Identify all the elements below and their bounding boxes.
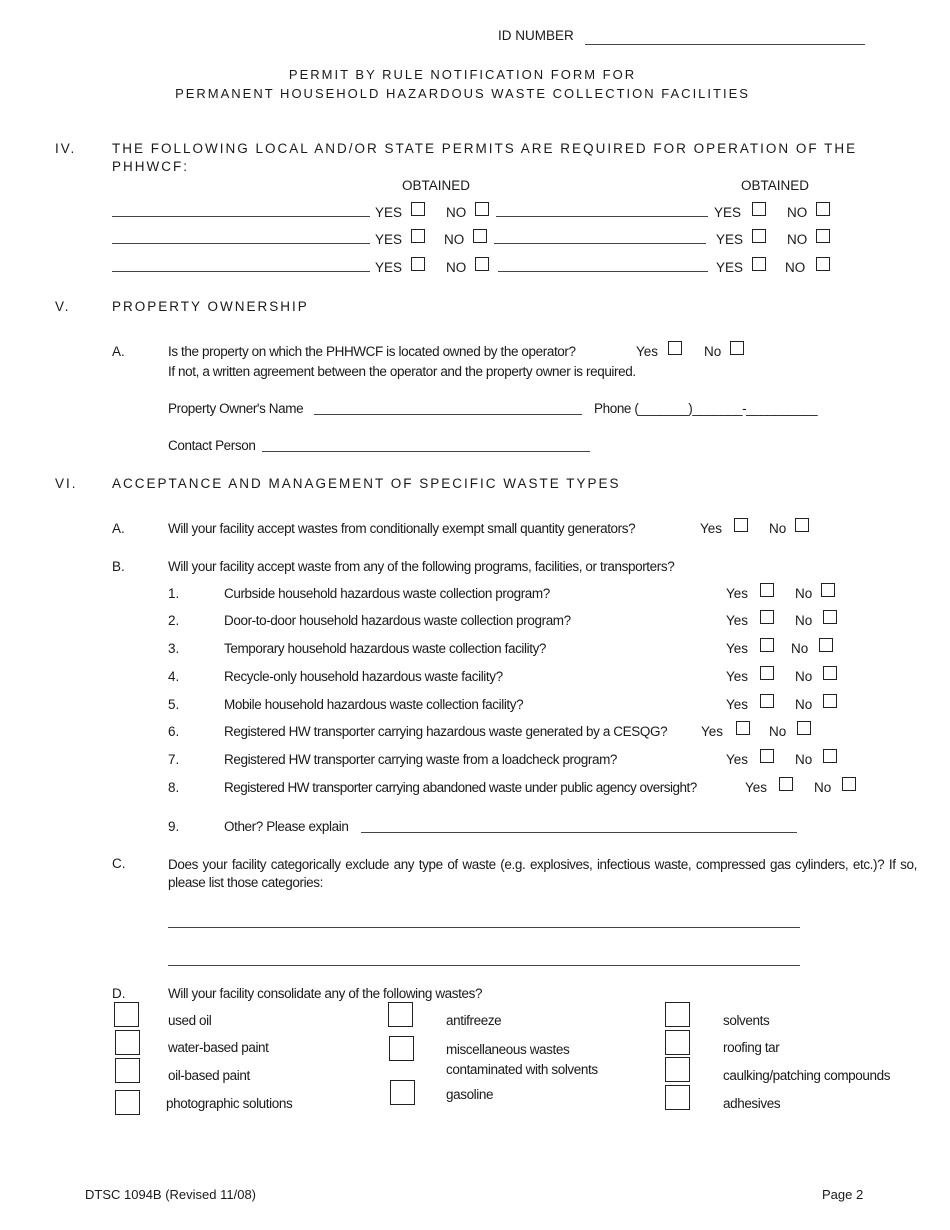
waste-checkbox[interactable] xyxy=(665,1030,690,1055)
item-text: Registered HW transporter carrying hazardous waste generated by a CESQG? xyxy=(224,724,668,739)
item-text: Registered HW transporter carrying waste from a loadcheck program? xyxy=(224,752,618,767)
section-iv-title-line2: PHHWCF: xyxy=(112,159,189,174)
no-label: NO xyxy=(787,232,808,247)
question-letter: C. xyxy=(112,856,126,871)
waste-label: used oil xyxy=(168,1013,212,1028)
page-number: Page 2 xyxy=(822,1187,864,1202)
permit-field[interactable] xyxy=(112,259,370,272)
waste-label: oil-based paint xyxy=(168,1068,250,1083)
contact-person-label: Contact Person xyxy=(168,438,256,453)
item-number: 3. xyxy=(168,641,180,656)
waste-checkbox[interactable] xyxy=(390,1080,415,1105)
waste-checkbox[interactable] xyxy=(115,1090,140,1115)
section-v-title: PROPERTY OWNERSHIP xyxy=(112,299,309,314)
item-text: Temporary household hazardous waste collection facility? xyxy=(224,641,547,656)
exclusion-question: Does your facility categorically exclude any type of waste (e.g. explosives, infectious waste, compressed gas cylinders, etc.)? If so, please list those categories: xyxy=(168,857,917,890)
question-letter: A. xyxy=(112,344,125,359)
permit-no-checkbox[interactable] xyxy=(473,229,487,243)
permit-field[interactable] xyxy=(498,259,708,272)
form-title-line1: PERMIT BY RULE NOTIFICATION FORM FOR xyxy=(288,67,637,82)
yes-label: Yes xyxy=(745,780,768,795)
no-label: No xyxy=(769,724,787,739)
permit-field[interactable] xyxy=(112,204,370,217)
ownership-note: If not, a written agreement between the operator and the property owner is required. xyxy=(168,364,636,379)
section-vi-number: VI. xyxy=(55,476,78,491)
cesqg-yes-checkbox[interactable] xyxy=(734,518,748,532)
waste-checkbox[interactable] xyxy=(665,1057,690,1082)
item-no-checkbox[interactable] xyxy=(797,721,811,735)
no-label: No xyxy=(795,586,813,601)
section-iv-number: IV. xyxy=(55,141,77,156)
item-number: 1. xyxy=(168,586,180,601)
id-number-field[interactable] xyxy=(585,32,865,45)
item-no-checkbox[interactable] xyxy=(823,694,837,708)
waste-checkbox[interactable] xyxy=(115,1058,140,1083)
ownership-yes-checkbox[interactable] xyxy=(668,341,682,355)
waste-label: water-based paint xyxy=(168,1040,269,1055)
no-label: NO xyxy=(444,232,465,247)
permit-no-checkbox[interactable] xyxy=(475,257,489,271)
no-label: No xyxy=(795,752,813,767)
contact-person-field[interactable] xyxy=(262,438,590,452)
yes-label: Yes xyxy=(726,613,749,628)
permit-yes-checkbox[interactable] xyxy=(411,257,425,271)
item-yes-checkbox[interactable] xyxy=(760,610,774,624)
item-yes-checkbox[interactable] xyxy=(760,638,774,652)
yes-label: Yes xyxy=(726,752,749,767)
form-id: DTSC 1094B (Revised 11/08) xyxy=(85,1187,257,1202)
permit-field[interactable] xyxy=(112,231,370,244)
item-yes-checkbox[interactable] xyxy=(760,666,774,680)
waste-checkbox[interactable] xyxy=(665,1002,690,1027)
question-letter: B. xyxy=(112,559,125,574)
item-no-checkbox[interactable] xyxy=(821,583,835,597)
item-text: Mobile household hazardous waste collection facility? xyxy=(224,697,524,712)
item-yes-checkbox[interactable] xyxy=(760,583,774,597)
no-label: NO xyxy=(446,260,467,275)
section-iv-title-line1: THE FOLLOWING LOCAL AND/OR STATE PERMITS ARE REQUIRED FOR OPERATION OF THE xyxy=(112,141,858,156)
yes-label: YES xyxy=(714,205,742,220)
yes-label: YES xyxy=(716,232,744,247)
no-label: No xyxy=(795,669,813,684)
question-letter: A. xyxy=(112,521,125,536)
item-text: Recycle-only household hazardous waste facility? xyxy=(224,669,503,684)
item-no-checkbox[interactable] xyxy=(823,749,837,763)
waste-label: adhesives xyxy=(723,1096,781,1111)
yes-label: YES xyxy=(375,232,403,247)
no-label: No xyxy=(795,697,813,712)
item-number: 4. xyxy=(168,669,180,684)
question-letter: D. xyxy=(112,986,126,1001)
no-label: NO xyxy=(787,205,808,220)
permit-yes-checkbox[interactable] xyxy=(411,202,425,216)
item-number: 7. xyxy=(168,752,180,767)
permit-no-checkbox[interactable] xyxy=(816,257,830,271)
waste-checkbox[interactable] xyxy=(665,1085,690,1110)
waste-label: miscellaneous wastes contaminated with solvents xyxy=(446,1042,598,1077)
no-label: No xyxy=(795,613,813,628)
permit-no-checkbox[interactable] xyxy=(816,229,830,243)
id-number-label: ID NUMBER xyxy=(498,28,574,43)
item-text: Door-to-door household hazardous waste collection program? xyxy=(224,613,571,628)
other-label: Other? Please explain xyxy=(224,819,349,834)
section-vi-title: ACCEPTANCE AND MANAGEMENT OF SPECIFIC WASTE TYPES xyxy=(112,476,621,491)
obtained-header-right: OBTAINED xyxy=(741,178,810,193)
permit-no-checkbox[interactable] xyxy=(816,202,830,216)
form-title-line2: PERMANENT HOUSEHOLD HAZARDOUS WASTE COLLECTION FACILITIES xyxy=(175,86,750,101)
waste-checkbox[interactable] xyxy=(115,1030,140,1055)
yes-label: Yes xyxy=(701,724,724,739)
waste-checkbox[interactable] xyxy=(388,1002,413,1027)
yes-label: YES xyxy=(716,260,744,275)
cesqg-no-checkbox[interactable] xyxy=(795,518,809,532)
no-label: No xyxy=(791,641,809,656)
permit-field[interactable] xyxy=(494,231,706,244)
yes-label: Yes xyxy=(700,521,723,536)
exclusion-field[interactable] xyxy=(168,952,800,966)
item-yes-checkbox[interactable] xyxy=(779,777,793,791)
item-text: Registered HW transporter carrying abandoned waste under public agency oversight? xyxy=(224,780,697,795)
permit-yes-checkbox[interactable] xyxy=(411,229,425,243)
permit-no-checkbox[interactable] xyxy=(475,202,489,216)
yes-label: YES xyxy=(375,260,403,275)
item-no-checkbox[interactable] xyxy=(819,638,833,652)
waste-checkbox[interactable] xyxy=(389,1036,414,1061)
waste-label: gasoline xyxy=(446,1087,494,1102)
waste-label: antifreeze xyxy=(446,1013,502,1028)
permit-yes-checkbox[interactable] xyxy=(752,202,766,216)
section-v-number: V. xyxy=(55,299,71,314)
no-label: No xyxy=(814,780,832,795)
waste-label: photographic solutions xyxy=(166,1096,293,1111)
yes-label: Yes xyxy=(726,586,749,601)
exclusion-field[interactable] xyxy=(168,914,800,928)
no-label: No xyxy=(704,344,722,359)
consolidate-question: Will your facility consolidate any of the following wastes? xyxy=(168,986,483,1001)
yes-label: YES xyxy=(375,205,403,220)
item-number: 6. xyxy=(168,724,180,739)
ownership-no-checkbox[interactable] xyxy=(730,341,744,355)
no-label: NO xyxy=(785,260,806,275)
item-text: Curbside household hazardous waste collection program? xyxy=(224,586,550,601)
no-label: NO xyxy=(446,205,467,220)
waste-label: caulking/patching compounds xyxy=(723,1068,891,1083)
item-number: 2. xyxy=(168,613,180,628)
item-yes-checkbox[interactable] xyxy=(760,694,774,708)
permit-field[interactable] xyxy=(496,204,708,217)
item-no-checkbox[interactable] xyxy=(842,777,856,791)
item-yes-checkbox[interactable] xyxy=(736,721,750,735)
yes-label: Yes xyxy=(726,641,749,656)
owner-name-field[interactable] xyxy=(314,401,582,415)
yes-label: Yes xyxy=(636,344,659,359)
permit-yes-checkbox[interactable] xyxy=(752,229,766,243)
item-number: 9. xyxy=(168,819,180,834)
obtained-header-left: OBTAINED xyxy=(402,178,471,193)
owner-name-label: Property Owner's Name xyxy=(168,401,304,416)
yes-label: Yes xyxy=(726,697,749,712)
waste-label: solvents xyxy=(723,1013,770,1028)
other-explain-field[interactable] xyxy=(361,819,797,833)
cesqg-question: Will your facility accept wastes from conditionally exempt small quantity generators? xyxy=(168,521,636,536)
item-no-checkbox[interactable] xyxy=(823,666,837,680)
permit-yes-checkbox[interactable] xyxy=(752,257,766,271)
yes-label: Yes xyxy=(726,669,749,684)
item-yes-checkbox[interactable] xyxy=(760,749,774,763)
programs-question: Will your facility accept waste from any of the following programs, facilities, or transporters? xyxy=(168,559,675,574)
ownership-question: Is the property on which the PHHWCF is located owned by the operator? xyxy=(168,344,576,359)
item-number: 5. xyxy=(168,697,180,712)
no-label: No xyxy=(769,521,787,536)
waste-label: roofing tar xyxy=(723,1040,780,1055)
item-no-checkbox[interactable] xyxy=(823,610,837,624)
phone-field[interactable]: Phone (_______)_______-__________ xyxy=(594,401,818,416)
item-number: 8. xyxy=(168,780,180,795)
waste-checkbox[interactable] xyxy=(114,1002,139,1027)
